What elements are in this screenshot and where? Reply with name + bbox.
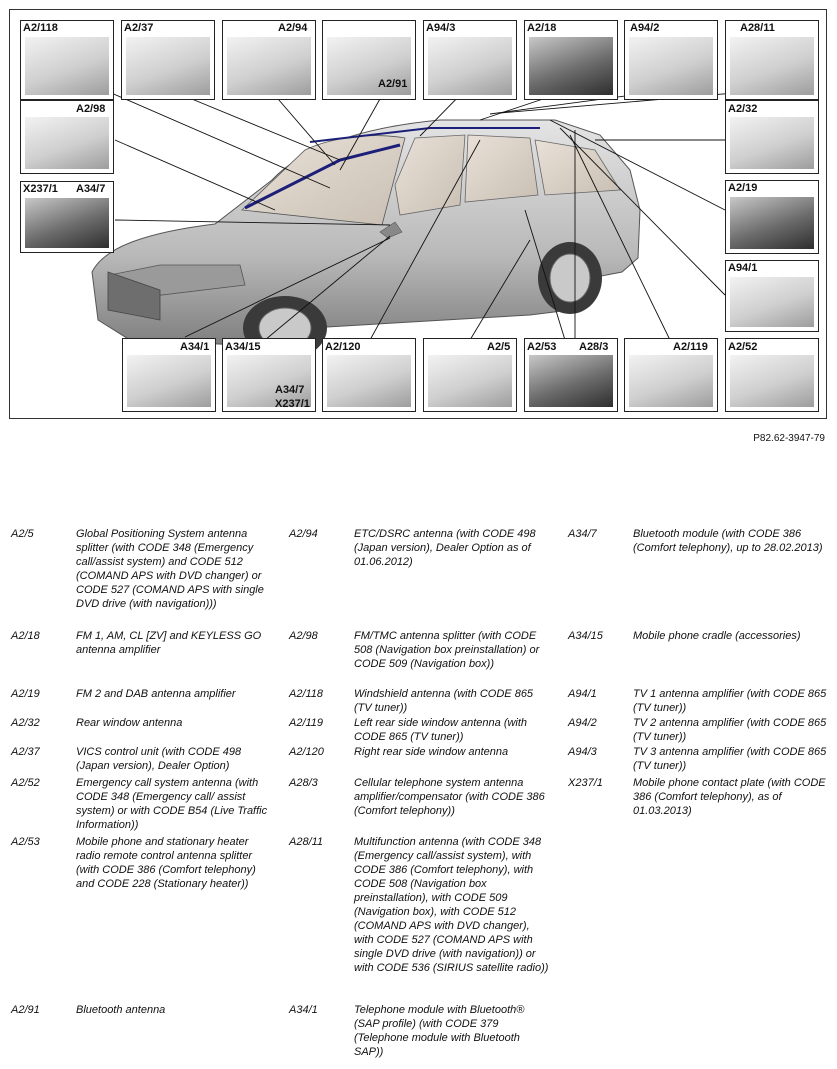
label-a34-15: A34/15 [225,341,261,353]
legend-code: A94/3 [568,746,597,758]
legend-text: Right rear side window antenna [354,746,509,758]
label-a2-94: A2/94 [278,22,308,34]
label-a2-118: A2/118 [23,22,58,34]
legend-text: Bluetooth module (with CODE 386 (Comfort telephony), up to 28.02.2013) [633,528,823,554]
legend-code: A34/15 [568,630,603,642]
label-a2-32: A2/32 [728,103,758,115]
legend-text: Cellular telephone system antenna amplifier/compensator (with CODE 386 (Comfort telephony)) [354,777,545,817]
legend-text: FM 1, AM, CL [ZV] and KEYLESS GO antenna amplifier [76,630,262,656]
label-a2-98: A2/98 [76,103,106,115]
car-body [92,120,640,360]
legend-code: A94/2 [568,717,597,729]
legend-code: A2/120 [289,746,324,758]
legend-code: A2/98 [289,630,318,642]
label-a34-1: A34/1 [180,341,210,353]
legend-code: A28/3 [289,777,318,789]
legend-text: TV 3 antenna amplifier (with CODE 865 (TV tuner)) [633,746,827,772]
label-a2-120: A2/120 [325,341,361,353]
legend-text: Telephone module with Bluetooth® (SAP profile) (with CODE 379 (Telephone module with Bluetooth SAP)) [354,1004,525,1058]
label-a94-3: A94/3 [426,22,456,34]
legend-code: A2/37 [11,746,40,758]
legend-code: A2/19 [11,688,40,700]
legend-text: Global Positioning System antenna splitter (with CODE 348 (Emergency call/assist system) and CODE 512 (COMAND APS with DVD changer) or CODE 527 (COMAND APS with single DVD drive (with navigation))) [76,528,264,610]
legend-code: A2/91 [11,1004,40,1016]
legend-text: VICS control unit (with CODE 498 (Japan version), Dealer Option) [76,746,242,772]
legend-code: A2/5 [11,528,34,540]
label-a2-19: A2/19 [728,182,758,194]
legend-text: Windshield antenna (with CODE 865 (TV tuner)) [354,688,534,714]
label-a2-37: A2/37 [124,22,154,34]
label-a28-11: A28/11 [740,22,775,34]
legend-code: A2/52 [11,777,40,789]
legend-code: A2/119 [289,717,324,729]
label-x237-1: X237/1 [23,183,58,195]
label-a2-52: A2/52 [728,341,758,353]
label-a2-53: A2/53 [527,341,557,353]
legend-code: X237/1 [568,777,603,789]
legend-code: A34/7 [568,528,597,540]
label-a2-91: A2/91 [378,78,408,90]
legend-code: A28/11 [289,836,324,848]
label-a94-1: A94/1 [728,262,758,274]
antenna-location-diagram [9,9,827,419]
legend-text: Rear window antenna [76,717,183,729]
label-a28-3: A28/3 [579,341,609,353]
legend-text: FM/TMC antenna splitter (with CODE 508 (Navigation box preinstallation) or CODE 509 (Navigation box)) [354,630,540,670]
legend-code: A2/94 [289,528,318,540]
legend-code: A2/53 [11,836,40,848]
legend-text: Mobile phone cradle (accessories) [633,630,801,642]
legend-code: A34/1 [289,1004,318,1016]
label-a34-7-bottom: A34/7 [275,384,305,396]
legend-code: A2/18 [11,630,40,642]
legend-text: TV 1 antenna amplifier (with CODE 865 (TV tuner)) [633,688,827,714]
figure-reference: P82.62-3947-79 [753,433,825,444]
legend-text: Mobile phone and stationary heater radio remote control antenna splitter (with CODE 386 (Comfort telephony) and CODE 228 (Stationary heater)) [76,836,256,890]
legend-code: A2/118 [289,688,324,700]
legend-text: FM 2 and DAB antenna amplifier [76,688,236,700]
label-a2-119: A2/119 [673,341,708,353]
legend-code: A2/32 [11,717,40,729]
legend-text: ETC/DSRC antenna (with CODE 498 (Japan version), Dealer Option as of 01.06.2012) [354,528,536,568]
label-a2-5: A2/5 [487,341,511,353]
label-a94-2: A94/2 [630,22,660,34]
label-a2-18: A2/18 [527,22,557,34]
legend-text: TV 2 antenna amplifier (with CODE 865 (TV tuner)) [633,717,827,743]
legend-text: Bluetooth antenna [76,1004,166,1016]
label-x237-1-bottom: X237/1 [275,398,310,410]
legend-code: A94/1 [568,688,597,700]
legend-text: Mobile phone contact plate (with CODE 386 (Comfort telephony), as of 01.03.2013) [633,777,826,817]
legend-text: Multifunction antenna (with CODE 348 (Emergency call/assist system), with CODE 386 (Comfort telephony), with CODE 508 (Navigation box preinstallation), with CODE 509 (Navigation box), with CODE 512 (COMAND APS with DVD changer), with CODE 527 (COMAND APS with single DVD drive (with navigation)) or with CODE 536 (SIRIUS satellite radio)) [354,836,549,974]
label-a34-7-left: A34/7 [76,183,106,195]
legend-text: Left rear side window antenna (with CODE 865 (TV tuner)) [354,717,528,743]
legend-text: Emergency call system antenna (with CODE 348 (Emergency call/ assist system) or with CODE B54 (Live Traffic Information)) [76,777,268,831]
